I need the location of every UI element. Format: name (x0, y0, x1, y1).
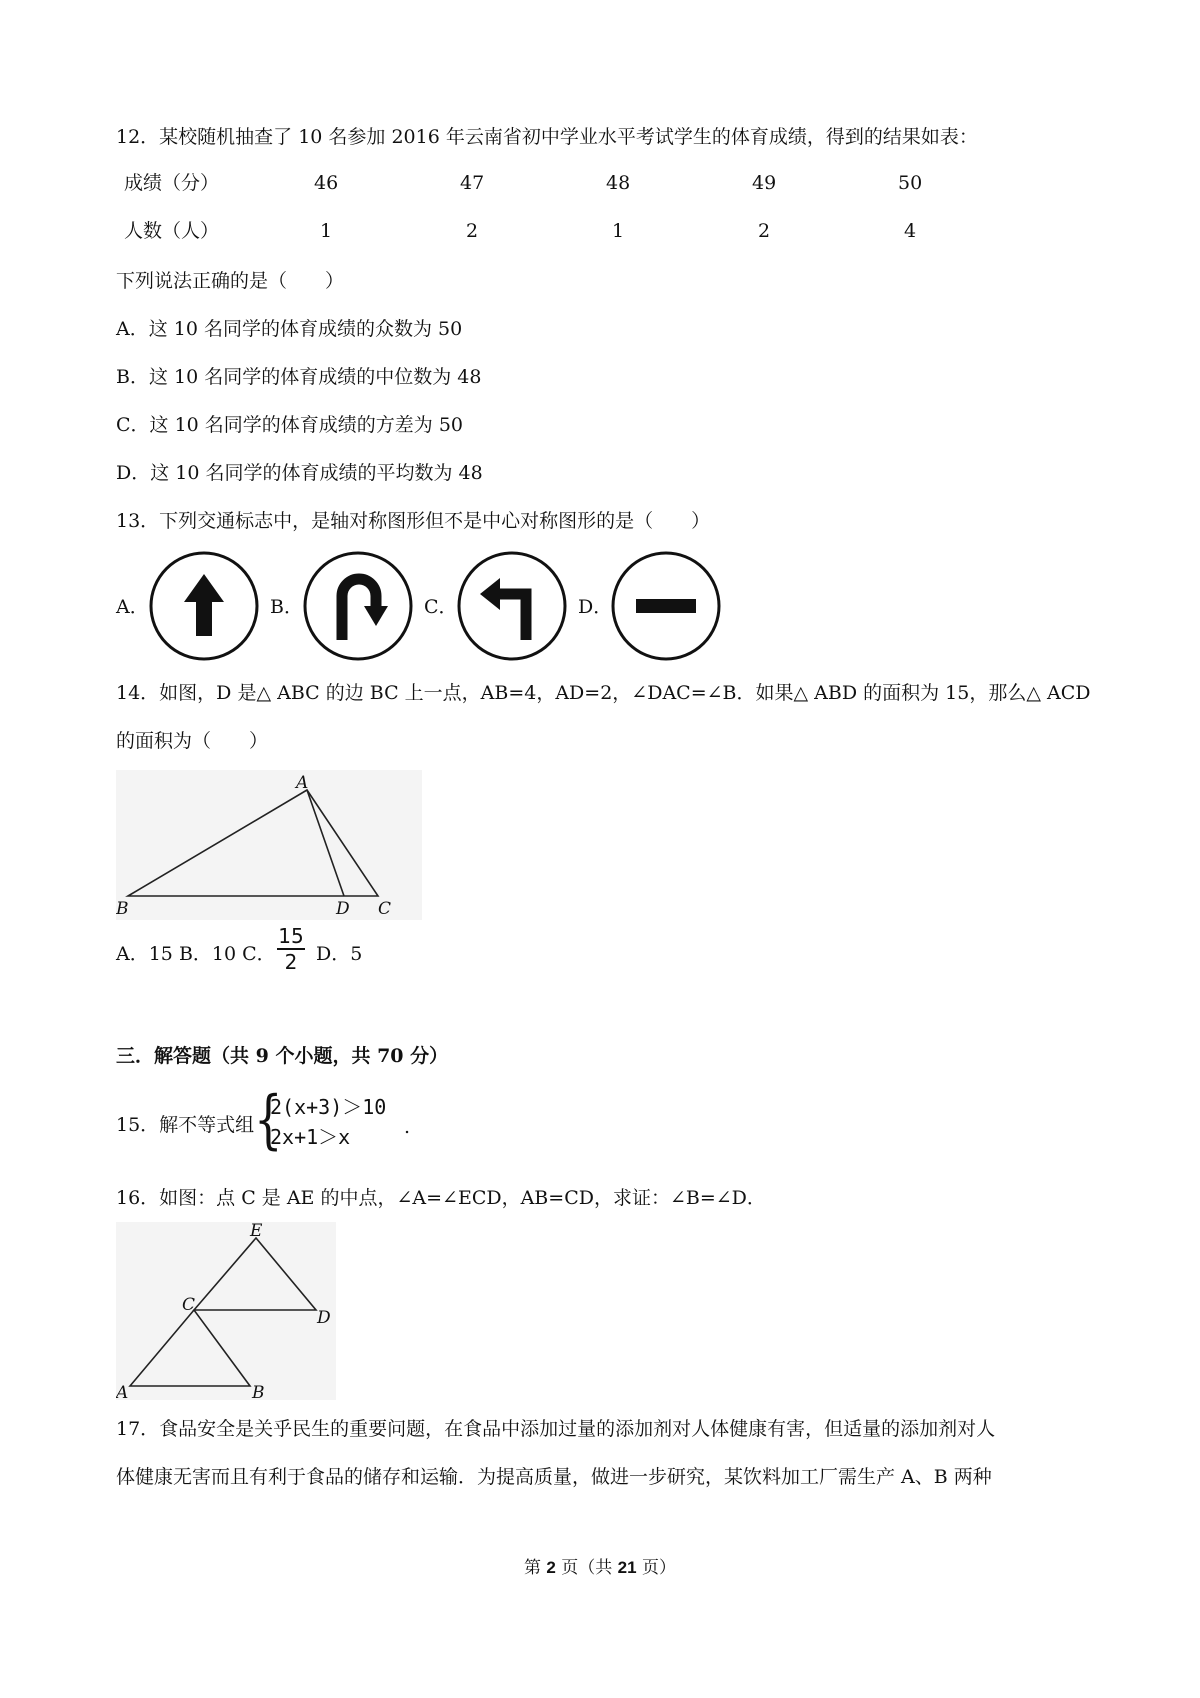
q14-options-prefix: A．15 B．10 C． (116, 943, 276, 965)
q12-option-d: D．这 10 名同学的体育成绩的平均数为 48 (116, 462, 483, 484)
q15-inequality-system (270, 1092, 386, 1152)
q14-options-suffix: D．5 (316, 943, 363, 965)
table-cell: 47 (460, 172, 485, 194)
q14-stem-line2: 的面积为（ ） (116, 730, 269, 752)
table-row-label: 人数（人） (124, 220, 220, 242)
vertex-label-c: C (378, 899, 392, 919)
vertex-label-e: E (250, 1222, 263, 1241)
left-turn-sign-icon (454, 548, 570, 664)
q15-period: . (404, 1116, 411, 1138)
table-cell: 49 (752, 172, 777, 194)
q17-line1: 17．食品安全是关乎民生的重要问题，在食品中添加过量的添加剂对人体健康有害，但适量的添加剂对人 (116, 1418, 996, 1440)
q13-option-label-a: A． (116, 596, 149, 618)
q16-triangles-figure (116, 1222, 336, 1400)
vertex-label-b: B (252, 1383, 265, 1400)
footer-prefix: 第 (523, 1558, 547, 1578)
q14-triangle-figure (116, 770, 422, 920)
table-cell: 2 (466, 220, 479, 242)
vertex-label-b: B (116, 899, 129, 919)
footer-middle: 页（共 (555, 1558, 618, 1578)
vertex-label-d: D (317, 1308, 331, 1328)
table-cell: 1 (612, 220, 625, 242)
vertex-label-d: D (336, 899, 350, 919)
page-total: 21 (617, 1558, 637, 1577)
q12-table-row-count (124, 218, 944, 244)
u-turn-sign-icon (300, 548, 416, 664)
straight-arrow-sign-icon (146, 548, 262, 664)
q13-stem: 13．下列交通标志中，是轴对称图形但不是中心对称图形的是（ ） (116, 510, 711, 532)
page-number: 2 (546, 1558, 556, 1577)
section-title: 三．解答题（共 9 个小题，共 70 分） (116, 1045, 449, 1067)
q13-option-label-c: C． (424, 596, 458, 618)
table-cell: 50 (898, 172, 923, 194)
q13-option-label-d: D． (578, 596, 613, 618)
q13-option-label-b: B． (270, 596, 303, 618)
q14-fraction (277, 925, 305, 973)
vertex-label-a: A (116, 1383, 129, 1400)
q12-option-a: A．这 10 名同学的体育成绩的众数为 50 (116, 318, 463, 340)
table-cell: 48 (606, 172, 631, 194)
table-cell: 1 (320, 220, 333, 242)
q12-option-c: C．这 10 名同学的体育成绩的方差为 50 (116, 414, 464, 436)
vertex-label-c: C (182, 1295, 196, 1315)
page-footer (0, 1553, 1200, 1578)
q15-label: 15．解不等式组 (116, 1114, 255, 1136)
vertex-label-a: A (296, 773, 309, 793)
inequality-1: 2(x+3)＞10 (270, 1095, 387, 1119)
q12-stem: 12．某校随机抽查了 10 名参加 2016 年云南省初中学业水平考试学生的体育成绩，得到的结果如表： (116, 126, 978, 148)
table-cell: 46 (314, 172, 339, 194)
q13-sign-options (116, 548, 756, 664)
no-entry-bar-sign-icon (608, 548, 724, 664)
q16-stem: 16．如图：点 C 是 AE 的中点，∠A=∠ECD，AB=CD，求证：∠B=∠D． (116, 1187, 766, 1209)
table-cell: 4 (904, 220, 917, 242)
q12-table-row-score (124, 170, 944, 196)
fraction-numerator: 15 (278, 924, 304, 948)
system-brace: { (254, 1083, 283, 1157)
fraction-denominator: 2 (284, 950, 298, 974)
q12-option-b: B．这 10 名同学的体育成绩的中位数为 48 (116, 366, 482, 388)
table-row-label: 成绩（分） (124, 172, 220, 194)
footer-suffix: 页） (636, 1558, 676, 1578)
q17-line2: 体健康无害而且有利于食品的储存和运输．为提高质量，做进一步研究，某饮料加工厂需生产 A、B 两种 (116, 1466, 992, 1488)
q12-prompt: 下列说法正确的是（ ） (116, 270, 345, 292)
inequality-2: 2x+1＞x (270, 1125, 351, 1149)
q14-stem-line1: 14．如图，D 是△ ABC 的边 BC 上一点，AB=4，AD=2，∠DAC=∠B．如果△ ABD 的面积为 15，那么△ ACD (116, 682, 1091, 704)
table-cell: 2 (758, 220, 771, 242)
